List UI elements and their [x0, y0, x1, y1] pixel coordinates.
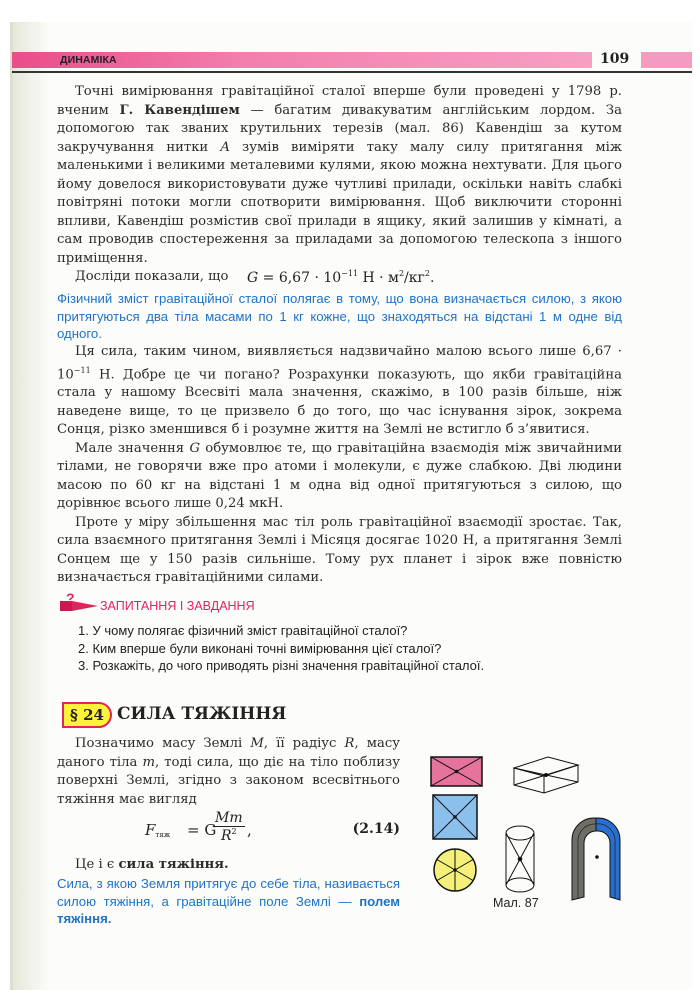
horseshoe-magnet-shape	[572, 818, 620, 900]
page-binding-shadow	[10, 22, 50, 990]
paragraph-cavendish: Точні вимірювання гравітаційної сталої вперше були проведені у 1798 р. вченим Г. Кавендішем — багатим дивакуватим англійським лордом. За допомогою так званих крутильних терезів (мал. 86) Кавендіш за кутом закручування нитки A зумів виміряти таку малу силу притягання між маленькими і великими металевими кулями, якою можна нехтувати. Для цього йому довелося використовувати дуже чутливі прилади, оскільки навіть слабкі повітряні потоки могли спотворити вимірювання. Щоб виключити сторонні впливи, Кавендіш розмістив свої прилади в ящику, який залишив у кімнаті, а сам проводив спостереження за приладами за допомогою телескопа з іншого приміщення. Досліди показали, що	[57, 83, 622, 287]
cylinder-shape	[506, 826, 534, 892]
question-item: 2. Ким вперше були виконані точні вимірювання цієї сталої?	[78, 640, 442, 656]
paragraph-small-force: Ця сила, таким чином, виявляється надзвичайно малою всього лише $6,67 \cdot 10^{-11}$ Н. Добре це чи погано? Розрахунки показують, що якби гравітаційна стала у нашому Всесвіті мала значення, скажімо, в 100 разів більше, ніж наведене вище, то це призвело б до того, що час існування зірок, зокрема Сонця, різко зменшився б і розумне життя на Землі не встигло б з’явитися. Мале значення G обумовлює те, що гравітаційна взаємодія між звичайними тілами, не говорячи вже про атоми і молекули, є дуже слабкою. Дві людини масою по 60 кг на відстані 1 м одна від одної притягуються з силою, що дорівнює всього лише 0,24 мкН. Проте у міру збільшення мас тіл роль гравітаційної взаємодії зростає. Так, сила взаємного притягання Землі і Місяця досягає 1020 Н, а притягання Землі Сонцем ще у 150 разів сильніше. Тому рух планет і зірок вже повністю визначається гравітаційними силами.	[57, 343, 622, 588]
definition-gravitational-constant: Фізичний зміст гравітаційної сталої полягає в тому, що вона визначається силою, з якою притягуються два тіла масами по 1 кг кожне, що знаходяться на відстані 1 м одне від одного.	[57, 291, 622, 341]
questions-list	[78, 622, 598, 675]
paragraph-large-masses: Проте у міру збільшення мас тіл роль гравітаційної взаємодії зростає. Так, сила взаємного притягання Землі і Місяця досягає 1020 Н, а притягання Землі Сонцем ще у 150 разів сильніше. Тому рух планет і зірок вже повністю визначається гравітаційними силами.	[57, 514, 622, 586]
formula-gravitational-constant: $G = 6,67 \cdot 10^{-11}$ $Н \cdot м^2/кг^2$.	[247, 269, 435, 286]
running-header-section: ДИНАМІКА	[60, 54, 117, 66]
paragraph-gravity-intro: Позначимо масу Землі M, її радіус R, масу даного тіла m, тоді сила, що діє на тіло поблизу поверхні Землі, згідно з законом всесвітнього тяжіння має вигляд	[57, 736, 400, 807]
section-number-badge: § 24	[62, 702, 112, 728]
formula-gravity-force: $F_{тяж}$ = G $\frac{Mm}{R^2}$ , (2.14)	[145, 810, 400, 844]
square-shape	[433, 795, 477, 839]
equation-number: (2.14)	[352, 821, 400, 837]
svg-text:?: ?	[66, 592, 75, 606]
header-band-right	[641, 52, 692, 68]
definition-gravity-force: Сила, з якою Земля притягує до себе тіла, називається силою тяжіння, а гравітаційне поле Землі — полем тяжіння.	[57, 876, 400, 926]
figure-caption: Мал. 87	[493, 896, 539, 910]
rectangle-shape	[431, 757, 482, 786]
page-number: 109	[600, 51, 630, 67]
section-title: СИЛА ТЯЖІННЯ	[117, 704, 287, 724]
circle-shape	[434, 849, 476, 891]
question-mark-icon	[58, 592, 98, 614]
figure-87-centers-of-mass	[420, 745, 635, 920]
header-rule	[12, 71, 692, 73]
paragraph-small-G: Мале значення G обумовлює те, що гравітаційна взаємодія між звичайними тілами, не говорячи вже про атоми і молекули, є дуже слабкою. Дві людини масою по 60 кг на відстані 1 м одна від одної притягуються з силою, що дорівнює всього лише 0,24 мкН.	[57, 440, 622, 512]
question-item: 1. У чому полягає фізичний зміст гравітаційної сталої?	[78, 623, 408, 638]
gravity-conclusion: Це і є сила тяжіння.	[75, 857, 229, 872]
questions-heading: ЗАПИТАННЯ І ЗАВДАННЯ	[100, 599, 255, 613]
question-item: 3. Розкажіть, до чого приводять різні значення гравітаційної сталої.	[78, 658, 485, 673]
box-shape	[514, 757, 578, 793]
paragraph-experiments: Досліди показали, що	[75, 269, 229, 284]
